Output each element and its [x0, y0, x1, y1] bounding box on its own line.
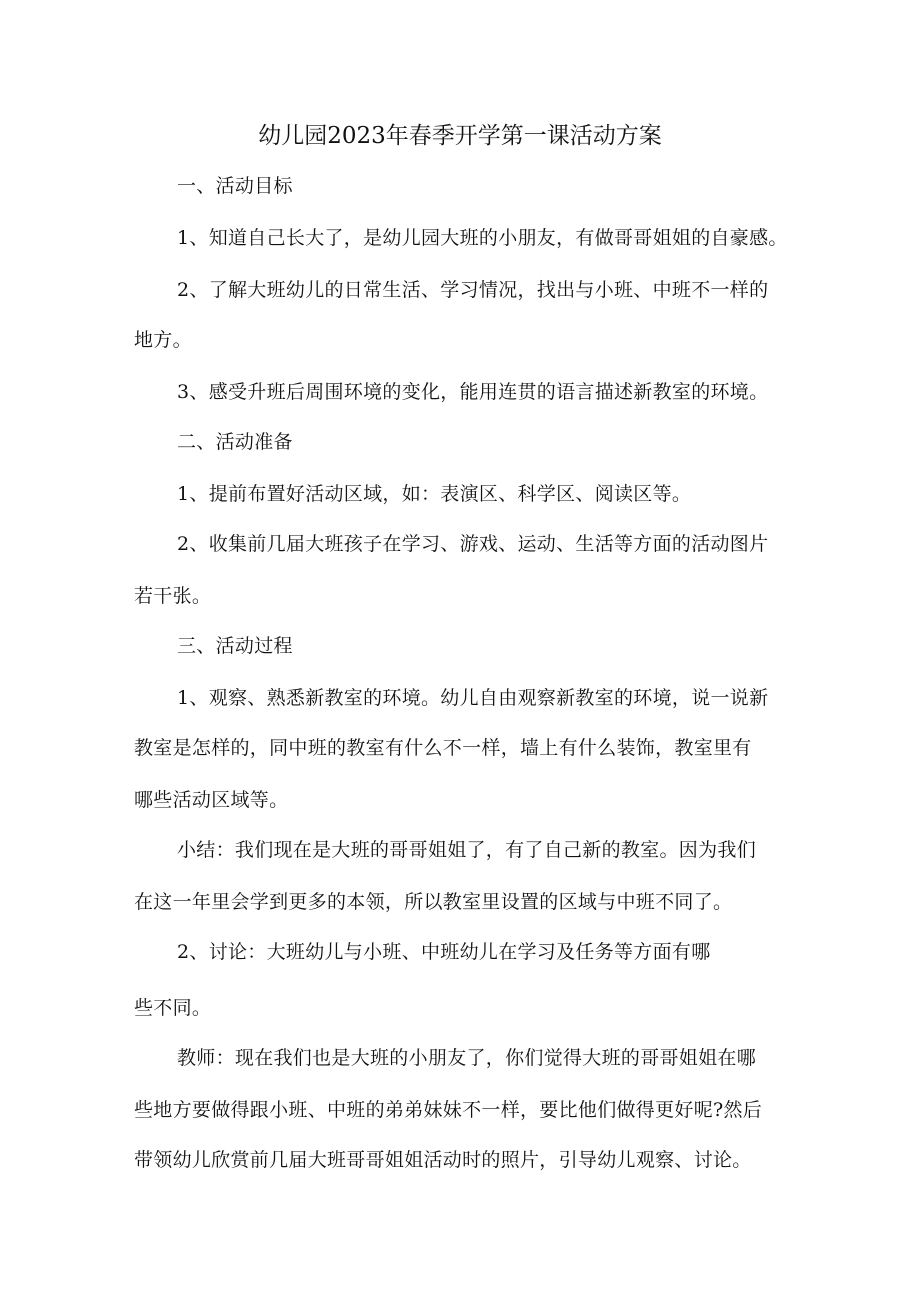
- paragraph-line: 些地方要做得跟小班、中班的弟弟妹妹不一样，要比他们做得更好呢?然后: [134, 1099, 763, 1121]
- section-heading-process: 三、活动过程: [177, 635, 293, 657]
- paragraph-line: 若干张。: [134, 585, 212, 607]
- paragraph-line: 1、知道自己长大了，是幼儿园大班的小朋友，有做哥哥姐姐的自豪感。: [177, 227, 788, 249]
- paragraph-line: 教室是怎样的，同中班的教室有什么不一样，墙上有什么装饰，教室里有: [134, 737, 752, 759]
- paragraph-line: 地方。: [134, 329, 192, 351]
- paragraph-line: 小结：我们现在是大班的哥哥姐姐了，有了自己新的教室。因为我们: [177, 839, 757, 861]
- paragraph-line: 哪些活动区域等。: [134, 789, 289, 811]
- paragraph-line: 带领幼儿欣赏前几届大班哥哥姐姐活动时的照片，引导幼儿观察、讨论。: [134, 1149, 752, 1171]
- paragraph-line: 教师：现在我们也是大班的小朋友了，你们觉得大班的哥哥姐姐在哪: [177, 1047, 757, 1069]
- paragraph-line: 1、观察、熟悉新教室的环境。幼儿自由观察新教室的环境，说一说新: [177, 687, 769, 709]
- paragraph-line: 2、讨论：大班幼儿与小班、中班幼儿在学习及任务等方面有哪: [177, 941, 711, 963]
- paragraph-line: 在这一年里会学到更多的本领，所以教室里设置的区域与中班不同了。: [134, 891, 733, 913]
- paragraph-line: 2、了解大班幼儿的日常生活、学习情况，找出与小班、中班不一样的: [177, 279, 769, 301]
- paragraph-line: 1、提前布置好活动区域，如：表演区、科学区、阅读区等。: [177, 483, 692, 505]
- section-heading-goals: 一、活动目标: [177, 175, 293, 197]
- document-title: 幼儿园2023年春季开学第一课活动方案: [258, 123, 662, 149]
- paragraph-line: 3、感受升班后周围环境的变化，能用连贯的语言描述新教室的环境。: [177, 381, 769, 403]
- section-heading-preparation: 二、活动准备: [177, 431, 293, 453]
- paragraph-line: 2、收集前几届大班孩子在学习、游戏、运动、生活等方面的活动图片: [177, 533, 769, 555]
- paragraph-line: 些不同。: [134, 997, 212, 1019]
